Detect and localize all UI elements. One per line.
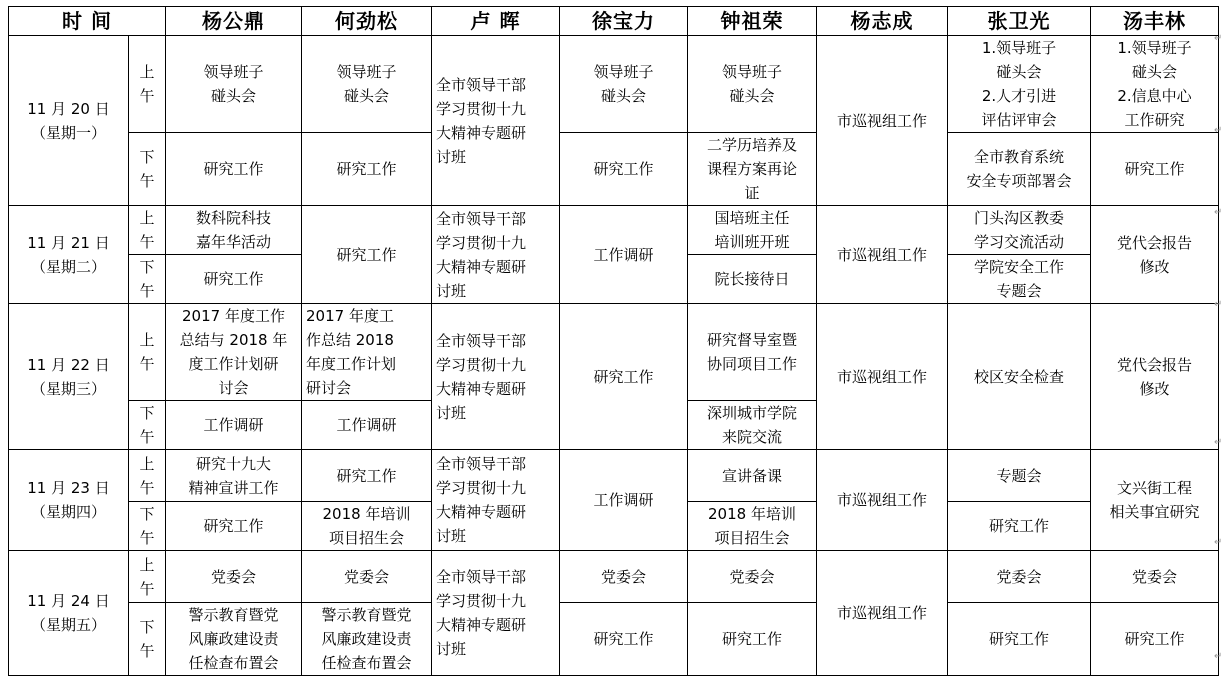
- schedule-cell: 二学历培养及 课程方案再论 证: [688, 133, 817, 206]
- date-cell-thursday: [9, 450, 129, 551]
- period-pm: 下 午: [129, 603, 166, 676]
- date-label: 11 月 20 日: [27, 99, 110, 118]
- period-pm: 下 午: [129, 401, 166, 450]
- schedule-cell: 全市领导干部 学习贯彻十九 大精神专题研 讨班: [432, 551, 560, 676]
- monday-am-row: [9, 36, 1219, 133]
- schedule-cell: 1.领导班子 碰头会 2.信息中心 工作研究: [1091, 36, 1219, 133]
- period-am: 上 午: [129, 450, 166, 502]
- schedule-cell: 工作调研: [302, 401, 432, 450]
- period-am: 上 午: [129, 36, 166, 133]
- schedule-cell: 研究工作: [302, 450, 432, 502]
- schedule-cell: 宣讲备课: [688, 450, 817, 502]
- period-am: 上 午: [129, 304, 166, 401]
- schedule-cell: 市巡视组工作: [817, 206, 948, 304]
- friday-pm-row: [9, 603, 1219, 676]
- schedule-cell: 专题会: [948, 450, 1091, 502]
- schedule-cell: 数科院科技 嘉年华活动: [166, 206, 302, 255]
- period-am: 上 午: [129, 551, 166, 603]
- schedule-cell: 市巡视组工作: [817, 304, 948, 450]
- table-end-marker-icon: ↵: [1214, 207, 1223, 218]
- schedule-cell: 全市领导干部 学习贯彻十九 大精神专题研 讨班: [432, 304, 560, 450]
- schedule-cell: 全市领导干部 学习贯彻十九 大精神专题研 讨班: [432, 36, 560, 206]
- monday-pm-row: [9, 133, 1219, 206]
- schedule-cell: 2018 年培训 项目招生会: [688, 502, 817, 551]
- schedule-cell: 研究工作: [560, 603, 688, 676]
- date-cell-monday: [9, 36, 129, 206]
- schedule-cell: 全市教育系统 安全专项部署会: [948, 133, 1091, 206]
- header-time: 时 间: [9, 7, 166, 36]
- header-yang-zhicheng: 杨志成: [817, 7, 948, 36]
- schedule-cell: 警示教育暨党 风廉政建设责 任检查布置会: [302, 603, 432, 676]
- schedule-cell: 文兴街工程 相关事宜研究: [1091, 450, 1219, 551]
- schedule-cell: 工作调研: [166, 401, 302, 450]
- schedule-cell: 研究工作: [1091, 133, 1219, 206]
- schedule-cell: 研究工作: [302, 133, 432, 206]
- schedule-cell: 领导班子 碰头会: [302, 36, 432, 133]
- table-end-marker-icon: ↵: [1214, 299, 1223, 310]
- schedule-cell: 研究工作: [948, 603, 1091, 676]
- date-cell-wednesday: [9, 304, 129, 450]
- schedule-cell: 党代会报告 修改: [1091, 304, 1219, 450]
- schedule-cell: 党委会: [166, 551, 302, 603]
- date-label: 11 月 23 日: [27, 479, 110, 497]
- friday-am-row: [9, 551, 1219, 603]
- schedule-cell: 深圳城市学院 来院交流: [688, 401, 817, 450]
- date-cell-friday: [9, 551, 129, 676]
- wednesday-am-row: [9, 304, 1219, 401]
- schedule-cell: 领导班子 碰头会: [166, 36, 302, 133]
- schedule-cell: 院长接待日: [688, 255, 817, 304]
- weekday-label: （星期一）: [30, 123, 106, 142]
- schedule-cell: 研究工作: [166, 255, 302, 304]
- schedule-cell: 2018 年培训 项目招生会: [302, 502, 432, 551]
- schedule-cell: 工作调研: [560, 206, 688, 304]
- schedule-cell: 研究工作: [166, 502, 302, 551]
- period-pm: 下 午: [129, 255, 166, 304]
- weekday-label: （星期二）: [30, 257, 106, 276]
- schedule-cell: 研究工作: [166, 133, 302, 206]
- schedule-cell: 校区安全检查: [948, 304, 1091, 450]
- header-zhong-zurong: 钟祖荣: [688, 7, 817, 36]
- schedule-cell: 党委会: [560, 551, 688, 603]
- schedule-cell: 2017 年度工作 总结与 2018 年 度工作计划研 讨会: [166, 304, 302, 401]
- schedule-cell: 党委会: [1091, 551, 1219, 603]
- schedule-cell: 研究工作: [560, 304, 688, 450]
- header-lu-hui: 卢 晖: [432, 7, 560, 36]
- date-label: 11 月 22 日: [27, 355, 110, 374]
- schedule-cell: 党委会: [688, 551, 817, 603]
- period-pm: 下 午: [129, 133, 166, 206]
- table-end-marker-icon: ↵: [1214, 33, 1223, 44]
- schedule-cell: 学院安全工作 专题会: [948, 255, 1091, 304]
- schedule-cell: 领导班子 碰头会: [688, 36, 817, 133]
- table-end-marker-icon: ↵: [1214, 125, 1223, 136]
- schedule-cell: 研究工作: [302, 206, 432, 304]
- table-end-marker-icon: ↵: [1214, 537, 1223, 548]
- schedule-cell: 研究工作: [1091, 603, 1219, 676]
- date-cell-tuesday: [9, 206, 129, 304]
- schedule-cell: 研究工作: [688, 603, 817, 676]
- header-xu-baoli: 徐宝力: [560, 7, 688, 36]
- thursday-am-row: [9, 450, 1219, 502]
- header-yang-gongding: 杨公鼎: [166, 7, 302, 36]
- header-he-jinsong: 何劲松: [302, 7, 432, 36]
- weekday-label: （星期五）: [30, 616, 106, 634]
- date-label: 11 月 21 日: [27, 233, 110, 252]
- table-end-marker-icon: ↵: [1214, 437, 1223, 448]
- schedule-cell: 研究十九大 精神宣讲工作: [166, 450, 302, 502]
- schedule-cell: 工作调研: [560, 450, 688, 551]
- schedule-cell: 1.领导班子 碰头会 2.人才引进 评估评审会: [948, 36, 1091, 133]
- schedule-cell: 领导班子 碰头会: [560, 36, 688, 133]
- schedule-cell: 市巡视组工作: [817, 36, 948, 206]
- schedule-cell: 党委会: [302, 551, 432, 603]
- schedule-cell: 警示教育暨党 风廉政建设责 任检查布置会: [166, 603, 302, 676]
- schedule-cell: 全市领导干部 学习贯彻十九 大精神专题研 讨班: [432, 206, 560, 304]
- schedule-cell: 研究工作: [560, 133, 688, 206]
- period-pm: 下 午: [129, 502, 166, 551]
- leader-weekly-schedule-table: [8, 6, 1219, 676]
- header-zhang-weiguang: 张卫光: [948, 7, 1091, 36]
- schedule-cell: 国培班主任 培训班开班: [688, 206, 817, 255]
- table-end-marker-icon: ↵: [1214, 651, 1223, 662]
- schedule-cell: 市巡视组工作: [817, 551, 948, 676]
- header-row: [9, 7, 1219, 36]
- schedule-cell: 研究督导室暨 协同项目工作: [688, 304, 817, 401]
- header-tang-fenglin: 汤丰林: [1091, 7, 1219, 36]
- schedule-cell: 研究工作: [948, 502, 1091, 551]
- schedule-cell: 党代会报告 修改: [1091, 206, 1219, 304]
- schedule-cell: 市巡视组工作: [817, 450, 948, 551]
- schedule-cell: 全市领导干部 学习贯彻十九 大精神专题研 讨班: [432, 450, 560, 551]
- schedule-cell: 党委会: [948, 551, 1091, 603]
- weekday-label: （星期四）: [30, 503, 106, 521]
- schedule-cell: 2017 年度工 作总结 2018 年度工作计划 研讨会: [302, 304, 432, 401]
- weekday-label: （星期三）: [30, 379, 106, 398]
- date-label: 11 月 24 日: [27, 592, 110, 610]
- period-am: 上 午: [129, 206, 166, 255]
- tuesday-am-row: [9, 206, 1219, 255]
- schedule-cell: 门头沟区教委 学习交流活动: [948, 206, 1091, 255]
